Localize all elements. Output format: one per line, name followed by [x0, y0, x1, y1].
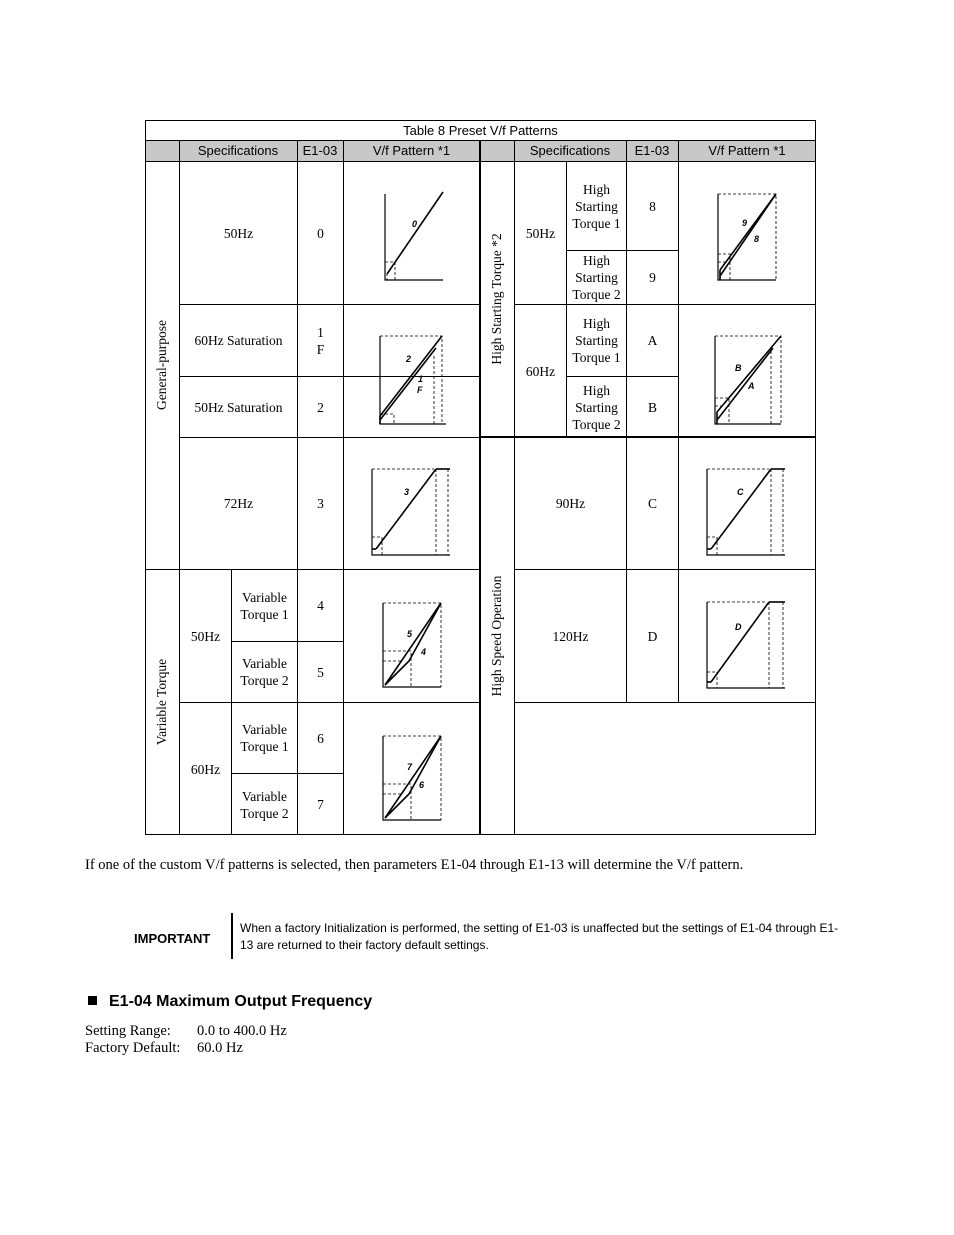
factory-default-label: Factory Default:	[85, 1040, 181, 1056]
code-4: 4	[317, 598, 324, 613]
svg-text:C: C	[737, 487, 744, 497]
svg-text:9: 9	[742, 218, 748, 228]
spec-120hz: 120Hz	[552, 628, 589, 644]
factory-default-value: 60.0 Hz	[197, 1040, 243, 1056]
vf-graph-c	[705, 467, 789, 559]
spec-high-starting-torque-2b: High Starting Torque 2	[572, 382, 621, 432]
spec-hst-60hz: 60Hz	[525, 363, 556, 379]
spec-50hz-saturation: 50Hz Saturation	[194, 399, 283, 415]
setting-range-row	[85, 1023, 287, 1040]
spec-vt-50hz: 50Hz	[190, 628, 221, 644]
svg-text:2: 2	[406, 354, 412, 364]
spec-variable-torque-1: Variable Torque 1	[240, 589, 289, 622]
spec-hst-50hz: 50Hz	[525, 225, 556, 241]
header-vf-pattern-left: V/f Pattern *1	[372, 143, 451, 158]
spec-variable-torque-1b: Variable Torque 1	[240, 722, 289, 754]
svg-text:3: 3	[404, 487, 410, 497]
header-e1-03-left: E1-03	[302, 143, 338, 158]
spec-90hz: 90Hz	[555, 496, 586, 511]
spec-high-starting-torque-1: High Starting Torque 1	[572, 181, 621, 231]
code-b: B	[647, 399, 657, 415]
svg-text:8: 8	[754, 234, 760, 244]
spec-60hz-saturation: 60Hz Saturation	[194, 333, 283, 348]
bullet-square-icon	[88, 996, 97, 1005]
code-a: A	[647, 333, 658, 348]
svg-text:4: 4	[421, 647, 427, 657]
graph-label: 0	[412, 219, 418, 229]
factory-default-row	[85, 1040, 243, 1057]
spec-high-starting-torque-1b: High Starting Torque 1	[572, 316, 621, 365]
code-1-f: 1 F	[316, 324, 325, 357]
vf-pattern-table	[145, 120, 816, 835]
group-high-speed-operation: High Speed Operation	[489, 575, 504, 697]
code-8: 8	[649, 198, 656, 214]
group-variable-torque: Variable Torque	[154, 658, 169, 746]
vf-graph-6-7	[381, 734, 445, 824]
vf-graph-4-5	[381, 601, 445, 691]
spec-variable-torque-2: Variable Torque 2	[240, 656, 289, 688]
svg-text:B: B	[735, 363, 742, 373]
group-general-purpose: General-purpose	[154, 320, 169, 410]
important-divider	[231, 913, 233, 959]
svg-text:D: D	[735, 622, 742, 632]
group-high-starting-torque: High Starting Torque *2	[489, 233, 504, 365]
important-text: When a factory Initialization is performed, the setting of E1-03 is unaffected but the settings of E1-04 through E1-13 are returned to their factory default settings.	[240, 921, 839, 952]
header-specifications-right: Specifications	[529, 143, 611, 158]
code-6: 6	[317, 730, 324, 746]
vf-graph-a-b	[711, 334, 785, 428]
code-2: 2	[317, 399, 324, 415]
vf-graph-3	[370, 467, 454, 559]
table-title: Table 8 Preset V/f Patterns	[403, 122, 558, 138]
svg-text:7: 7	[407, 762, 413, 772]
code-0: 0	[317, 225, 324, 241]
code-9: 9	[649, 270, 656, 285]
section-heading	[88, 993, 372, 1011]
code-3: 3	[317, 496, 324, 511]
setting-range-label: Setting Range:	[85, 1023, 171, 1039]
custom-pattern-paragraph: If one of the custom V/f patterns is selected, then parameters E1-04 through E1-13 will determine the V/f pattern.	[85, 857, 744, 873]
header-specifications-left: Specifications	[197, 143, 279, 158]
spec-50hz: 50Hz	[223, 225, 254, 241]
spec-vt-60hz: 60Hz	[190, 761, 221, 777]
svg-text:6: 6	[419, 780, 425, 790]
svg-text:A: A	[748, 381, 755, 391]
spec-variable-torque-2b: Variable Torque 2	[240, 788, 289, 821]
section-heading-text: E1-04 Maximum Output Frequency	[109, 993, 373, 1010]
header-vf-pattern-right: V/f Pattern *1	[708, 143, 786, 158]
spec-high-starting-torque-2: High Starting Torque 2	[572, 253, 621, 302]
header-e1-03-right: E1-03	[634, 143, 670, 158]
vf-graph-d	[705, 600, 789, 692]
setting-range-value: 0.0 to 400.0 Hz	[197, 1023, 287, 1039]
important-label: IMPORTANT	[134, 931, 211, 946]
vf-graph-8-9	[716, 192, 780, 284]
spec-72hz: 72Hz	[223, 496, 254, 511]
code-5: 5	[317, 664, 324, 680]
vf-graph-1-f-2	[374, 334, 448, 428]
code-7: 7	[317, 797, 324, 812]
svg-text:F: F	[417, 385, 423, 395]
code-c: C	[647, 496, 657, 511]
svg-text:1: 1	[418, 374, 424, 384]
svg-text:5: 5	[407, 629, 413, 639]
code-d: D	[647, 628, 658, 644]
vf-graph-0	[383, 192, 447, 284]
